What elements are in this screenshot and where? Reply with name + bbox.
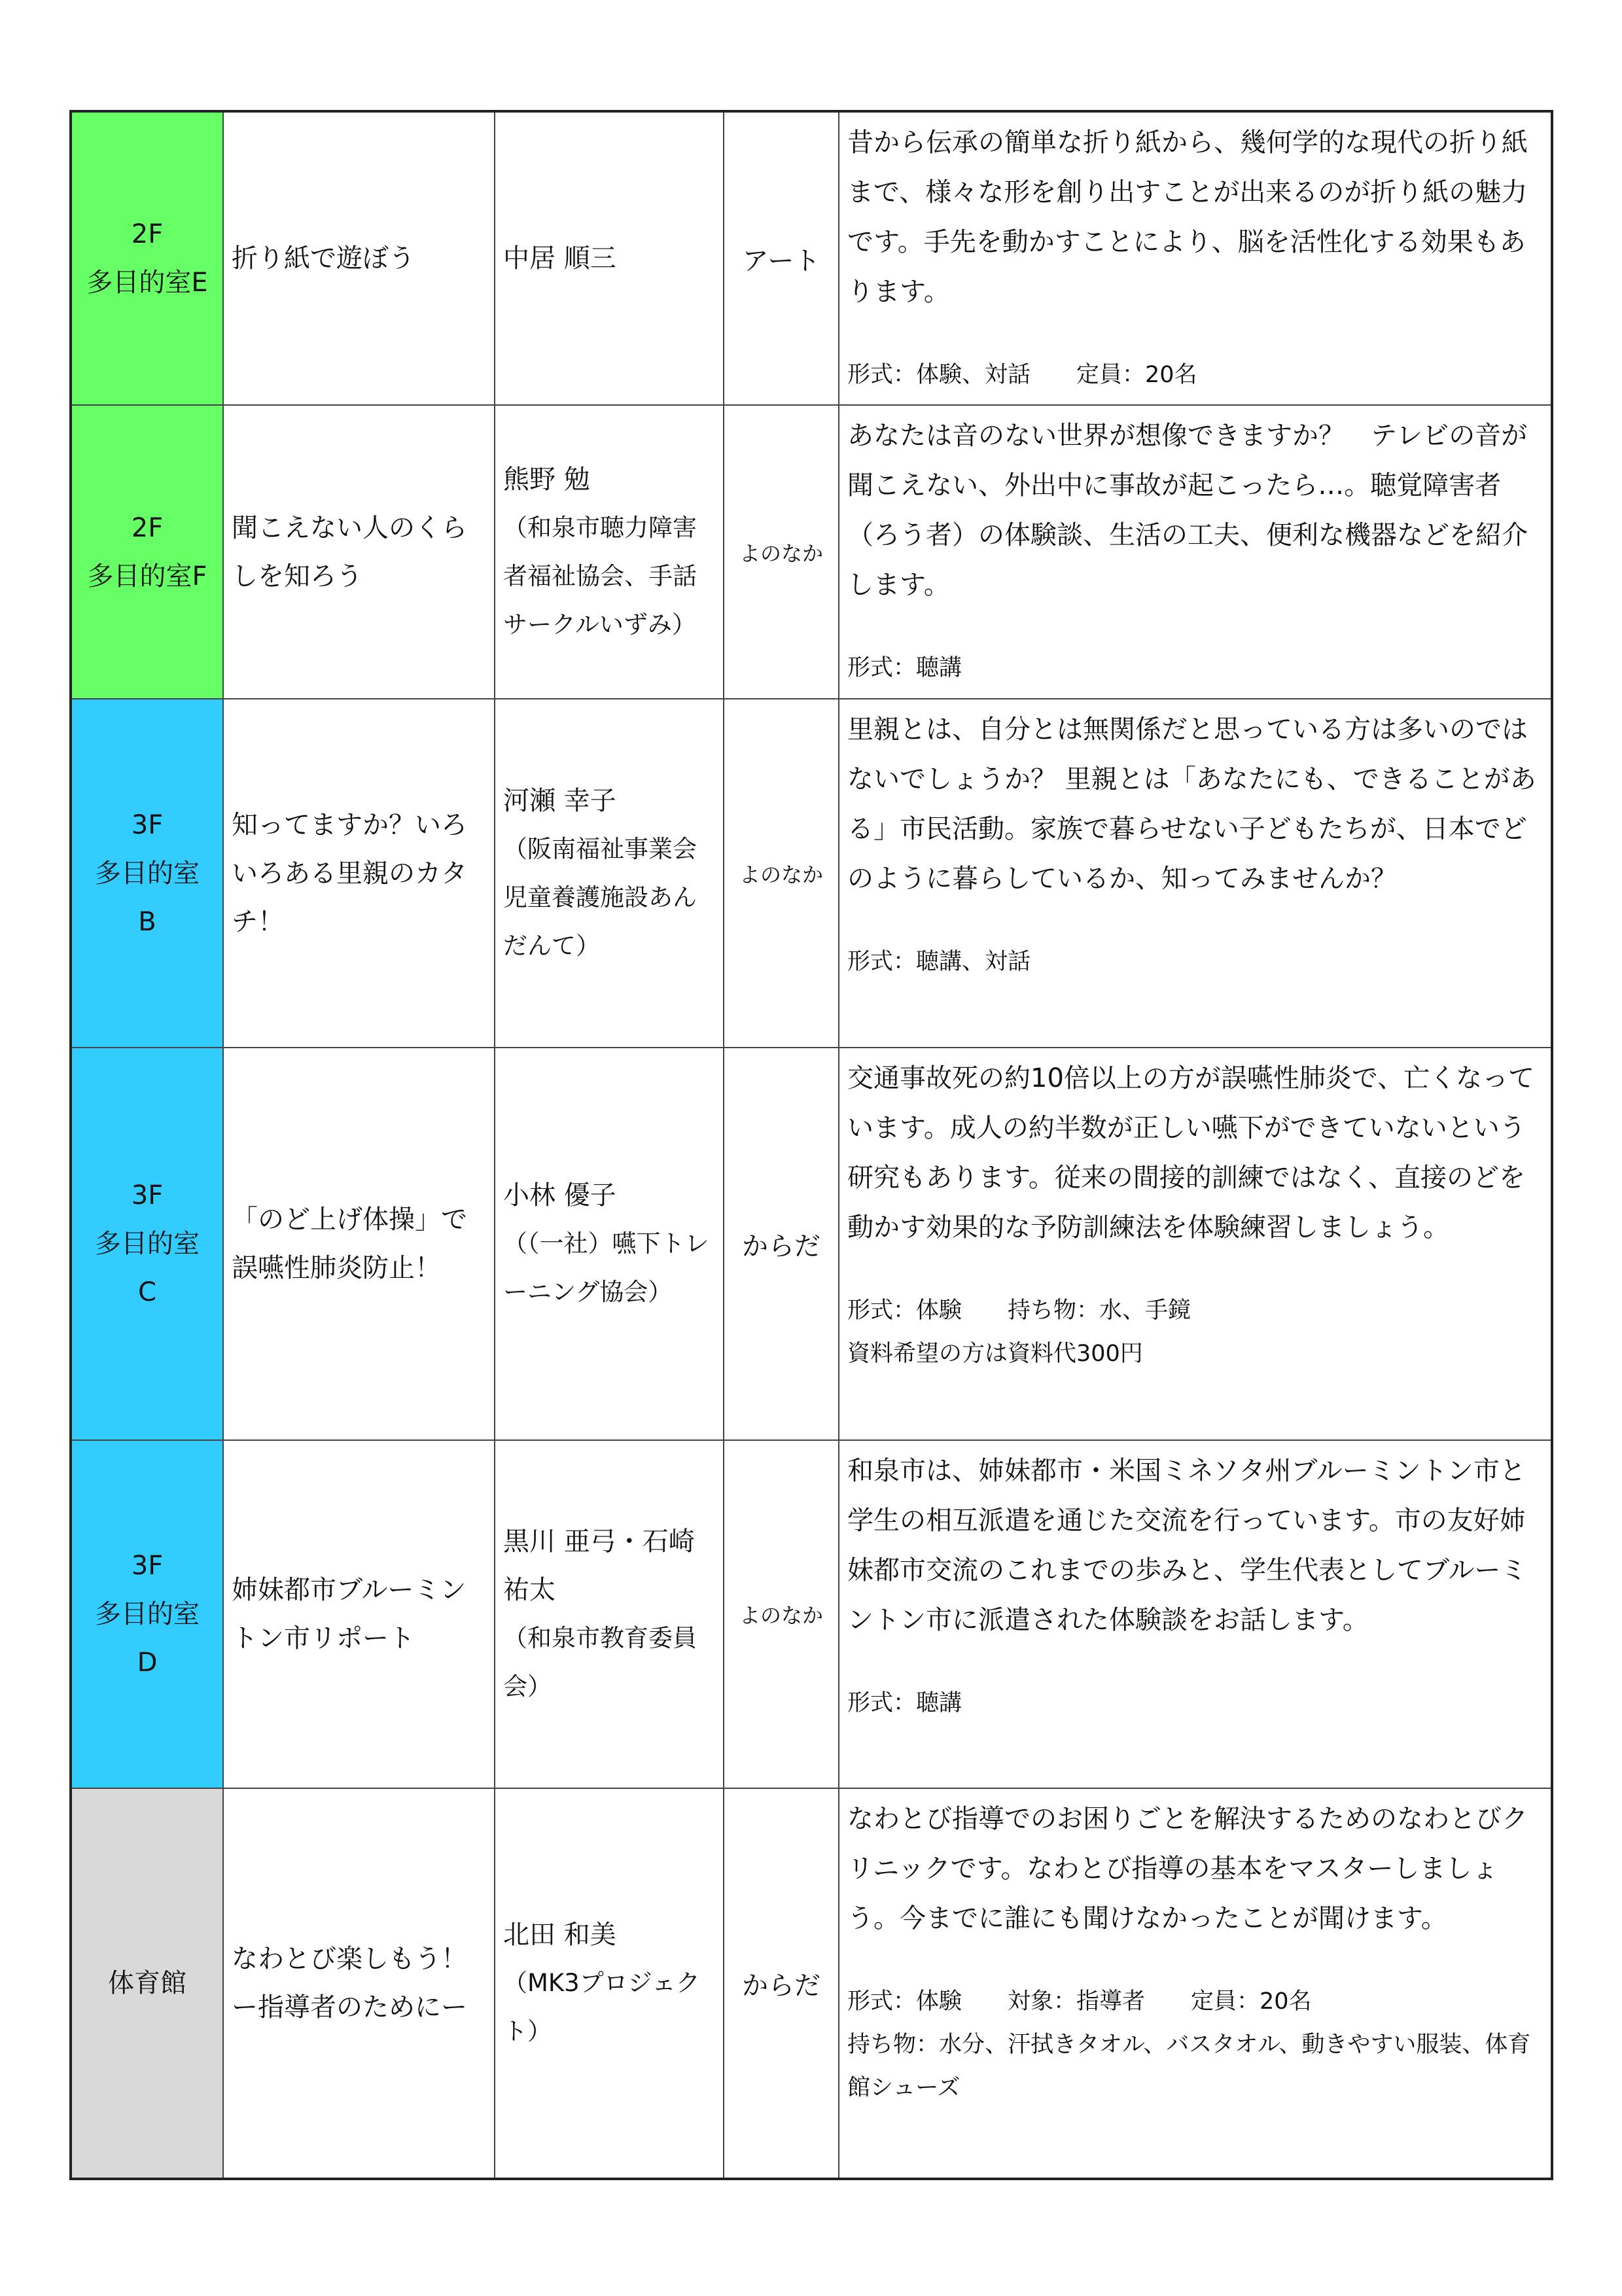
- format-line: 形式：体験 対象：指導者 定員：20名: [847, 1988, 1312, 2015]
- description-text: なわとび指導でのお困りごとを解決するためのなわとびクリニックです。なわとび指導の基本をマスターしましょう。今までに誰にも聞けなかったことが聞けます。: [847, 1804, 1528, 1934]
- schedule-table: [69, 110, 1553, 2180]
- format-line: 形式：体験、対話 定員：20名: [847, 362, 1197, 388]
- format-info: [847, 1980, 1544, 2110]
- room-name: 多目的室: [95, 1599, 200, 1629]
- room-floor: 3F: [131, 1180, 164, 1210]
- room-cell: [71, 1788, 223, 2179]
- description-text: 里親とは、自分とは無関係だと思っている方は多いのではないでしょうか？ 里親とは「あなたにも、できることがある」市民活動。家族で暮らせない子どもたちが、日本でどのように暮らしているか、知ってみませんか？: [847, 715, 1536, 894]
- format-line: 形式：聴講: [847, 655, 962, 681]
- format-info: [847, 1682, 1544, 1725]
- category: からだ: [724, 1788, 839, 2179]
- lecturer-org: （MK3プロジェクト）: [503, 1969, 700, 2045]
- session-title: 聞こえない人のくらしを知ろう: [223, 405, 495, 699]
- description-cell: [839, 1048, 1552, 1440]
- session-title: 姉妹都市ブルーミントン市リポート: [223, 1440, 495, 1788]
- room-letter: C: [138, 1277, 156, 1307]
- description-cell: [839, 699, 1552, 1048]
- room-cell: [71, 699, 223, 1048]
- format-info: [847, 646, 1544, 690]
- lecturer-cell: [495, 111, 724, 405]
- category: よのなか: [724, 699, 839, 1048]
- room-cell: [71, 111, 223, 405]
- lecturer-cell: [495, 1048, 724, 1440]
- lecturer-org: （和泉市聴力障害者福祉協会、手話サークルいずみ）: [503, 513, 697, 639]
- lecturer-org: （（一社）嚥下トレーニング協会）: [503, 1229, 709, 1306]
- category: アート: [724, 111, 839, 405]
- room-cell: [71, 1048, 223, 1440]
- format-line: 形式：聴講: [847, 1690, 962, 1716]
- description-cell: [839, 111, 1552, 405]
- lecturer-name: 黒川 亜弓・石崎 祐太: [503, 1527, 695, 1605]
- room-letter: D: [137, 1648, 158, 1678]
- format-line: 形式：聴講、対話: [847, 949, 1031, 975]
- room-cell: [71, 1440, 223, 1788]
- description-cell: [839, 405, 1552, 699]
- category: からだ: [724, 1048, 839, 1440]
- table-row: [71, 699, 1552, 1048]
- room-floor: 3F: [131, 1551, 164, 1581]
- description-cell: [839, 1788, 1552, 2179]
- description-text: 和泉市は、姉妹都市・米国ミネソタ州ブルーミントン市と学生の相互派遣を通じた交流を行っています。市の友好姉妹都市交流のこれまでの歩みと、学生代表としてブルーミントン市に派遣された体験談をお話します。: [847, 1456, 1527, 1635]
- format-info: [847, 1289, 1544, 1375]
- format-info: [847, 940, 1544, 983]
- session-title: 「のど上げ体操」で誤嚥性肺炎防止！: [223, 1048, 495, 1440]
- lecturer-cell: [495, 405, 724, 699]
- room-floor: 2F: [131, 512, 164, 543]
- description-text: 交通事故死の約10倍以上の方が誤嚥性肺炎で、亡くなっています。成人の約半数が正しい嚥下ができていないという研究もあります。従来の間接的訓練ではなく、直接のどを動かす効果的な予防訓練法を体験練習しましょう。: [847, 1063, 1535, 1243]
- category: よのなか: [724, 405, 839, 699]
- table-row: [71, 1440, 1552, 1788]
- lecturer-cell: [495, 1440, 724, 1788]
- lecturer-org: （和泉市教育委員会）: [503, 1624, 697, 1701]
- session-title: なわとび楽しもう！ー指導者のためにー: [223, 1788, 495, 2179]
- room-name: 多目的室E: [86, 268, 208, 298]
- table-row: [71, 405, 1552, 699]
- room-floor: 3F: [131, 809, 164, 840]
- format-line: 形式：体験 持ち物：水、手鏡: [847, 1298, 1191, 1324]
- lecturer-cell: [495, 699, 724, 1048]
- lecturer-name: 河瀬 幸子: [503, 785, 616, 816]
- description-cell: [839, 1440, 1552, 1788]
- room-floor: 2F: [131, 219, 164, 249]
- session-title: 知ってますか？いろいろある里親のカタチ！: [223, 699, 495, 1048]
- format-line: 持ち物：水分、汗拭きタオル、バスタオル、動きやすい服装、体育館シューズ: [847, 2032, 1531, 2101]
- room-name: 体育館: [108, 1968, 186, 1998]
- category: よのなか: [724, 1440, 839, 1788]
- room-name: 多目的室F: [87, 561, 207, 592]
- lecturer-name: 中居 順三: [503, 243, 616, 274]
- lecturer-name: 熊野 勉: [503, 464, 590, 495]
- format-line: 資料希望の方は資料代300円: [847, 1341, 1143, 1367]
- lecturer-org: （阪南福祉事業会 児童養護施設あんだんて）: [503, 834, 721, 960]
- format-info: [847, 353, 1544, 397]
- lecturer-name: 北田 和美: [503, 1920, 616, 1950]
- session-title: 折り紙で遊ぼう: [223, 111, 495, 405]
- room-name: 多目的室: [95, 858, 200, 889]
- description-text: 昔から伝承の簡単な折り紙から、幾何学的な現代の折り紙まで、様々な形を創り出すことが出来るのが折り紙の魅力です。手先を動かすことにより、脳を活性化する効果もあります。: [847, 128, 1528, 307]
- table-row: [71, 1788, 1552, 2179]
- room-name: 多目的室: [95, 1229, 200, 1259]
- description-text: あなたは音のない世界が想像できますか？ テレビの音が聞こえない、外出中に事故が起こったら…。聴覚障害者（ろう者）の体験談、生活の工夫、便利な機器などを紹介します。: [847, 421, 1528, 600]
- room-letter: B: [138, 906, 156, 937]
- room-cell: [71, 405, 223, 699]
- table-row: [71, 1048, 1552, 1440]
- lecturer-name: 小林 優子: [503, 1180, 616, 1210]
- lecturer-cell: [495, 1788, 724, 2179]
- table-row: [71, 111, 1552, 405]
